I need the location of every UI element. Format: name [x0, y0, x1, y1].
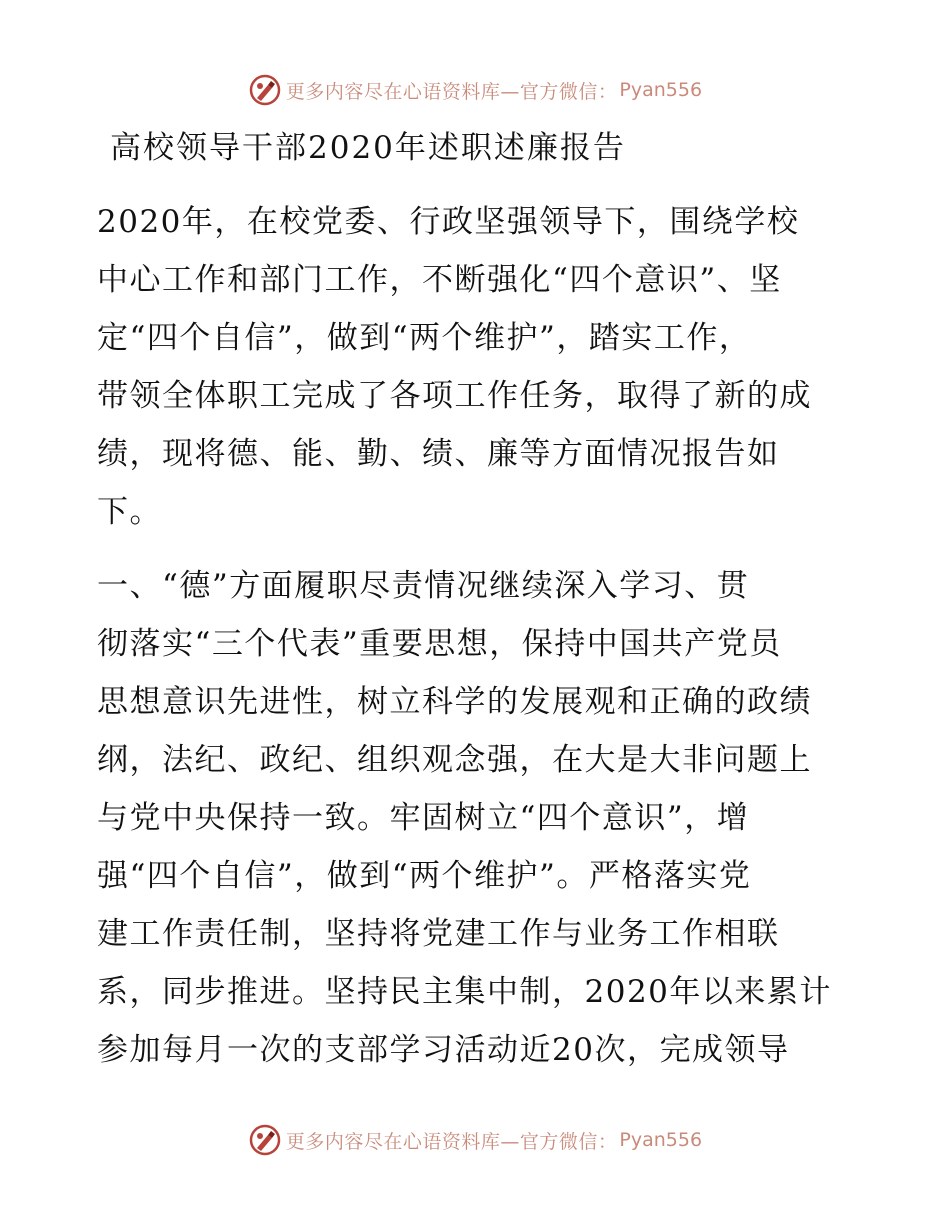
text-line: 纲，法纪、政纪、组织观念强，在大是大非问题上 [97, 742, 812, 778]
watermark-wechat-id: Pyan556 [619, 79, 703, 101]
text-line: 思想意识先进性，树立科学的发展观和正确的政绩 [97, 684, 812, 720]
text-line: 带领全体职工完成了各项工作任务，取得了新的成 [97, 378, 812, 414]
watermark-text: 更多内容尽在心语资料库—官方微信： [285, 1130, 618, 1153]
text-line: 彻落实“三个代表”重要思想，保持中国共产党员 [97, 626, 782, 662]
text-line: 强“四个自信”，做到“两个维护”。严格落实党 [97, 858, 752, 894]
text-line: 下。 [97, 494, 162, 530]
pen-logo-icon [248, 1123, 282, 1157]
text-line: 绩，现将德、能、勤、绩、廉等方面情况报告如 [97, 436, 780, 472]
document-title: 高校领导干部2020年述职述廉报告 [110, 130, 626, 166]
paragraph-section-one [97, 557, 857, 1079]
watermark-text: 更多内容尽在心语资料库—官方微信： [285, 80, 618, 103]
watermark-wechat-id: Pyan556 [619, 1129, 703, 1151]
text-line: 2020年，在校党委、行政坚强领导下，围绕学校 [97, 204, 800, 240]
text-line: 建工作责任制，坚持将党建工作与业务工作相联 [97, 916, 780, 952]
header-watermark [0, 70, 950, 110]
text-line: 中心工作和部门工作，不断强化“四个意识”、坚 [97, 262, 782, 298]
pen-logo-icon [248, 73, 282, 107]
text-line: 参加每月一次的支部学习活动近20次，完成领导 [97, 1032, 790, 1068]
text-line: 系，同步推进。坚持民主集中制，2020年以来累计 [97, 974, 832, 1010]
paragraph-intro [97, 193, 857, 541]
text-line: 定“四个自信”，做到“两个维护”，踏实工作， [97, 320, 752, 356]
footer-watermark [0, 1120, 950, 1160]
text-line: 与党中央保持一致。牢固树立“四个意识”，增 [97, 800, 750, 836]
text-line: 一、“德”方面履职尽责情况继续深入学习、贯 [97, 568, 750, 604]
